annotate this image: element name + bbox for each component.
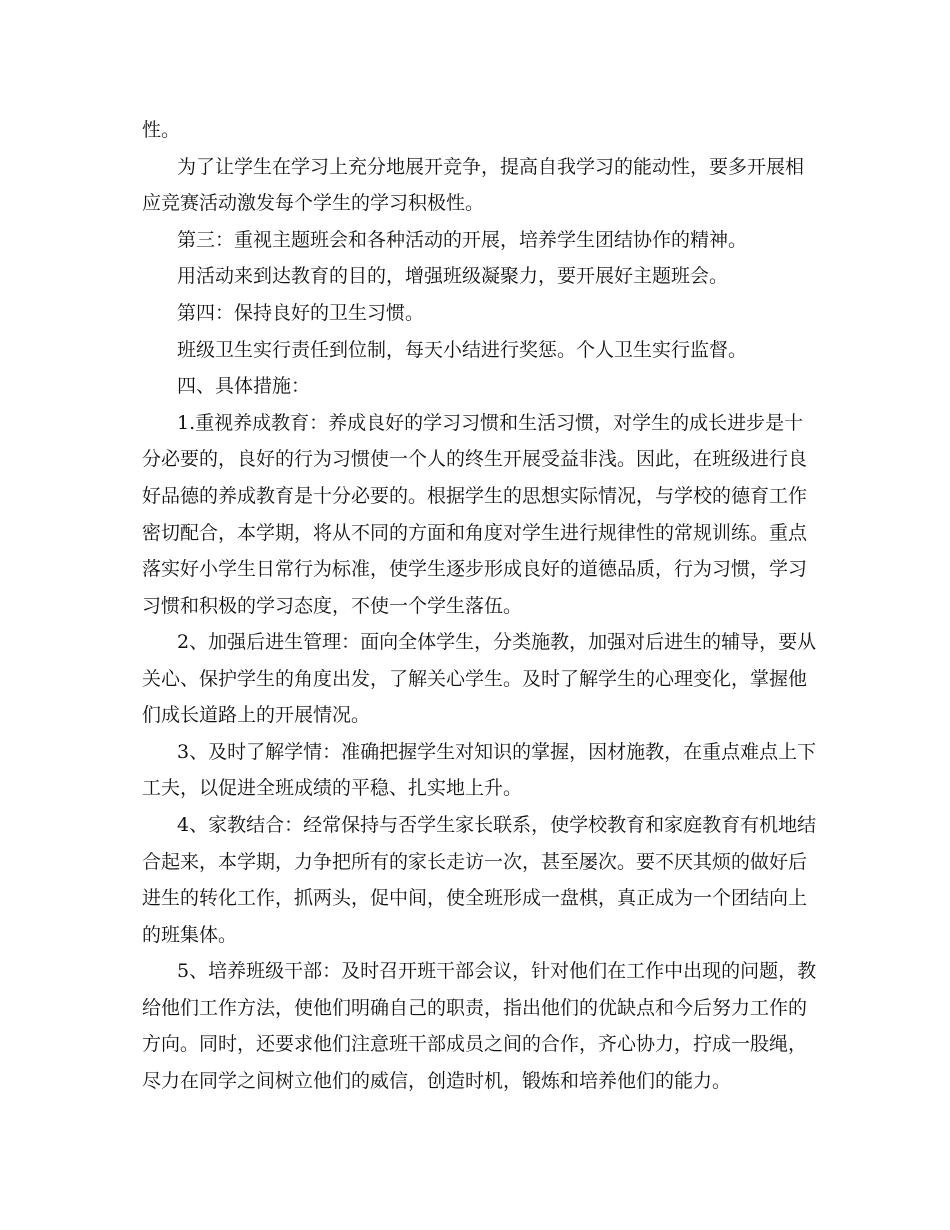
text-line-27: 尽力在同学之间树立他们的威信，创造时机，锻炼和培养他们的能力。: [142, 1070, 732, 1092]
text-line-26: 方向。同时，还要求他们注意班干部成员之间的合作，齐心协力，拧成一股绳，: [142, 1033, 808, 1055]
text-line-10: 分必要的，良好的行为习惯使一个人的终生开展受益非浅。因此，在班级进行良: [142, 448, 808, 470]
text-line-9: 1.重视养成教育：养成良好的学习习惯和生活习惯，对学生的成长进步是十: [177, 412, 804, 434]
text-line-18: 3、及时了解学情：准确把握学生对知识的掌握，因材施教，在重点难点上下: [177, 741, 817, 763]
text-line-14: 习惯和积极的学习态度，不使一个学生落伍。: [142, 595, 523, 617]
text-line-21: 合起来，本学期，力争把所有的家长走访一次，甚至屡次。要不厌其烦的做好后: [142, 851, 808, 873]
text-line-16: 关心、保护学生的角度出发，了解关心学生。及时了解学生的心理变化，掌握他: [142, 668, 808, 690]
text-line-20: 4、家教结合：经常保持与否学生家长联系，使学校教育和家庭教育有机地结: [177, 814, 817, 836]
text-line-11: 好品德的养成教育是十分必要的。根据学生的思想实际情况，与学校的德育工作: [142, 485, 808, 507]
text-line-2: 为了让学生在学习上充分地展开竞争，提高自我学习的能动性，要多开展相: [177, 156, 805, 178]
text-line-1: 性。: [142, 119, 181, 141]
text-line-6: 第四：保持良好的卫生习惯。: [177, 302, 425, 324]
text-line-3: 应竞赛活动激发每个学生的学习积极性。: [142, 192, 485, 214]
text-line-19: 工夫，以促进全班成绩的平稳、扎实地上升。: [142, 777, 523, 799]
text-line-25: 给他们工作方法，使他们明确自己的职责，指出他们的优缺点和今后努力工作的: [142, 997, 808, 1019]
text-line-13: 落实好小学生日常行为标准，使学生逐步形成良好的道德品质，行为习惯，学习: [142, 558, 808, 580]
text-line-17: 们成长道路上的开展情况。: [142, 704, 371, 726]
text-line-23: 的班集体。: [142, 924, 238, 946]
text-line-5: 用活动来到达教育的目的，增强班级凝聚力，要开展好主题班会。: [177, 265, 729, 287]
text-line-15: 2、加强后进生管理：面向全体学生，分类施教，加强对后进生的辅导，要从: [177, 631, 817, 653]
text-line-7: 班级卫生实行责任到位制，每天小结进行奖惩。个人卫生实行监督。: [177, 339, 748, 361]
text-line-8: 四、具体措施：: [177, 375, 311, 397]
text-line-24: 5、培养班级干部：及时召开班干部会议，针对他们在工作中出现的问题，教: [177, 960, 817, 982]
text-line-4: 第三：重视主题班会和各种活动的开展，培养学生团结协作的精神。: [177, 229, 748, 251]
text-line-22: 进生的转化工作，抓两头，促中间，使全班形成一盘棋，真正成为一个团结向上: [142, 887, 808, 909]
text-line-12: 密切配合，本学期，将从不同的方面和角度对学生进行规律性的常规训练。重点: [142, 522, 808, 544]
